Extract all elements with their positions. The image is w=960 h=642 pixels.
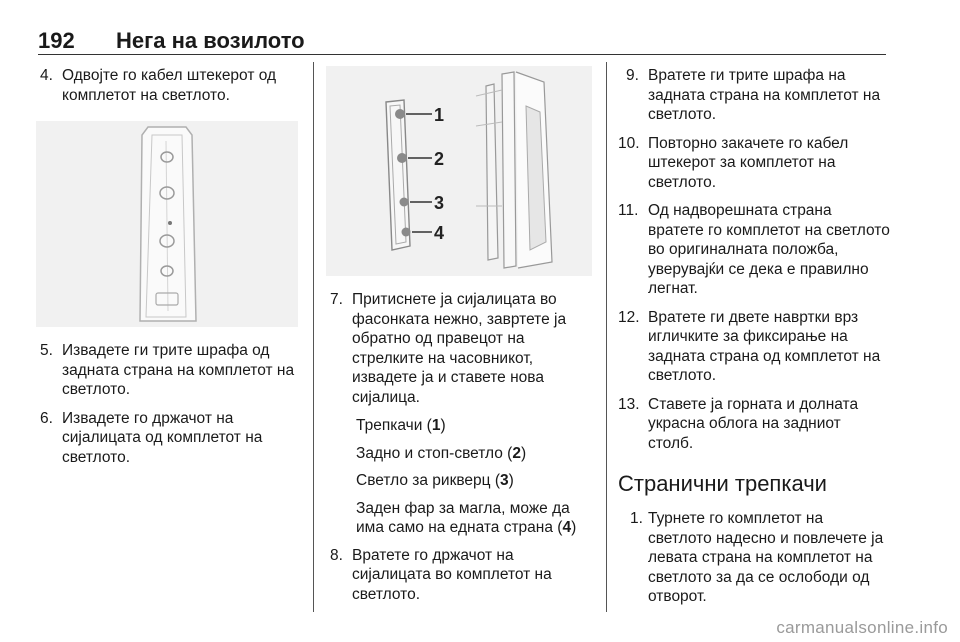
bulb-ref: 3 [500,472,509,489]
bulb-close: ) [571,519,577,536]
column-2 [326,66,596,613]
callout-2: 2 [434,149,445,169]
step-number: 13. [618,395,640,413]
bulb-ref: 2 [512,444,521,462]
bulb-ref: 1 [431,417,441,434]
bulb-label: Трепкачи ( [356,417,432,434]
side-step-1 [618,509,890,607]
step-10 [618,134,890,193]
step-number: 11. [618,202,639,219]
step-text: Турнете го комплетот на светлото надесно и повлечете ја левата страна на комплетот на светлото за да се ослободи од отворот. [648,510,884,605]
bulb-label: Светло за рикверц ( [356,472,501,489]
bulb-close: ) [520,444,527,462]
step-number: 7. [330,291,343,308]
section-heading: Странични трепкачи [618,471,827,496]
step-text: Вратете ги трите шрафа на задната страна на комплетот на светлото. [648,67,881,123]
step-number: 12. [618,308,640,326]
callout-4: 4 [434,223,445,243]
step-number: 6. [40,409,53,427]
step-7 [326,290,596,407]
header-rule [38,54,886,55]
step-text: Извадете ги трите шрафа од задната страна на комплетот на светлото. [62,342,295,398]
step-text: Вратете го држачот на сијалицата во комплетот на светлото. [352,546,552,603]
step-8 [326,546,596,605]
page-header [38,28,886,54]
watermark: carmanualsonline.info [776,618,948,637]
step-number: 10. [618,134,640,152]
bulb-holder-figure [326,66,592,276]
bulb-item-2 [326,444,596,464]
tail-light-rear-figure [36,121,298,327]
step-text: Извадете го држачот на сијалицата од комплетот на светлото. [62,409,263,466]
column-divider-2 [606,62,607,612]
column-1 [36,66,304,476]
bulb-item-4 [326,499,596,538]
step-text: Вратете ги двете навртки врз игличките за фиксирање на задната страна од комплетот на светлото. [648,308,881,384]
callout-1: 1 [434,105,445,125]
page-title: Нега на возилото [116,28,305,53]
step-text: Ставете ја горната и долната украсна облога на задниот столб. [648,395,859,452]
column-divider-1 [313,62,314,612]
step-number: 1. [630,510,643,527]
step-text: Повторно закачете го кабел штекерот за комплетот на светлото. [648,134,849,191]
step-number: 5. [40,342,53,359]
bulb-label: Заден фар за магла, може да има само на едната страна ( [356,499,570,536]
step-number: 4. [40,67,53,84]
bulb-item-3 [326,471,596,491]
step-text: Одвојте го кабел штекерот од комплетот на светлото. [62,67,277,104]
callout-3: 3 [434,193,445,213]
step-12 [618,308,890,386]
step-6 [36,409,304,468]
step-4 [36,66,304,105]
bulb-close: ) [440,417,446,434]
bulb-ref: 4 [562,519,572,536]
step-number: 9. [626,67,639,84]
step-5 [36,341,304,400]
bulb-item-1 [326,416,596,436]
step-text: Од надворешната страна вратете го комплетот на светлото во оригиналната положба, уверувајќи се дека е правилно легнат. [648,202,890,297]
step-9 [618,66,890,125]
step-11 [618,201,890,299]
bulb-label: Задно и стоп-светло ( [356,444,513,462]
step-13 [618,395,890,454]
page-number: 192 [38,28,75,53]
bulb-close: ) [508,472,514,489]
tail-light-rear-illustration [36,121,298,327]
column-3 [618,66,890,616]
step-number: 8. [330,546,343,564]
step-text: Притиснете ја сијалицата во фасонката нежно, завртете ја обратно од правецот на стрелките на часовникот, извадете ја и ставете нова сијалица. [352,291,567,406]
bulb-holder-illustration [326,66,592,276]
